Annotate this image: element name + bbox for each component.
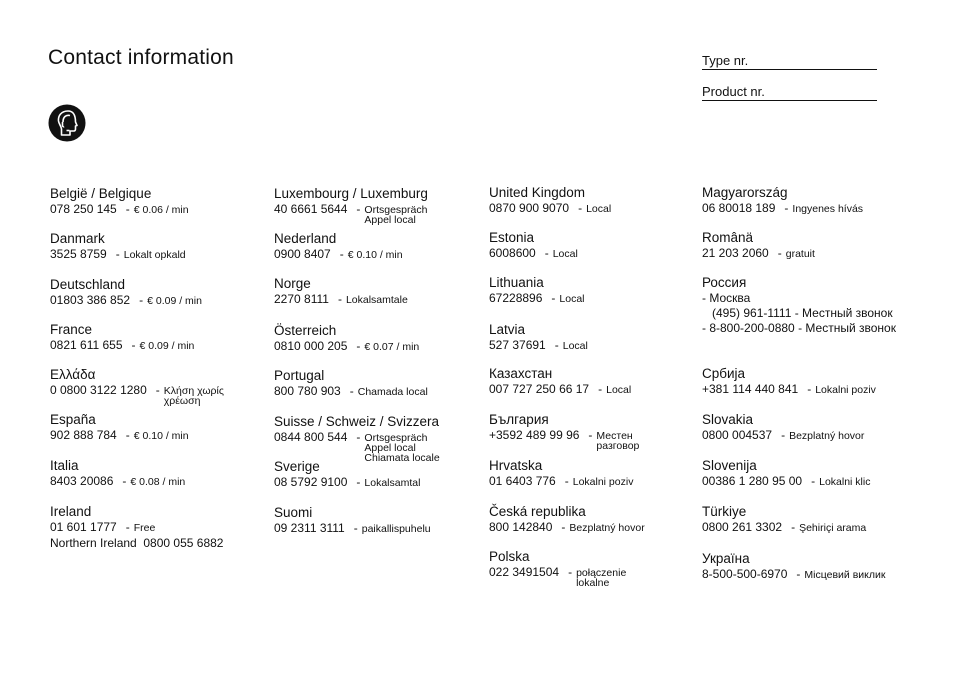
separator-dash: - xyxy=(564,474,569,488)
phone-line xyxy=(50,202,189,217)
phone-line xyxy=(489,474,633,489)
phone-number[interactable]: +3592 489 99 96 xyxy=(489,428,580,442)
country-name: Deutschland xyxy=(50,277,126,292)
separator-dash: - xyxy=(155,383,160,397)
separator-dash: - xyxy=(349,384,354,398)
country-name: Norge xyxy=(274,276,311,291)
separator-dash: - xyxy=(561,520,566,534)
phone-number[interactable]: 3525 8759 xyxy=(50,247,107,261)
country-entry xyxy=(274,367,428,399)
country-entry xyxy=(489,411,639,451)
separator-dash: - xyxy=(791,520,796,534)
phone-number[interactable]: 800 142840 xyxy=(489,520,553,534)
country-entry xyxy=(50,457,185,489)
rate-note: Lokalni poziv xyxy=(815,384,876,396)
country-name: Polska xyxy=(489,549,530,564)
rate-note: Free xyxy=(133,522,156,534)
phone-line xyxy=(489,520,645,535)
phone-line xyxy=(489,565,626,588)
phone-line xyxy=(50,474,185,489)
phone-number[interactable]: 40 6661 5644 xyxy=(274,202,348,216)
phone-line xyxy=(274,521,431,536)
separator-dash: - xyxy=(353,521,358,535)
country-name: Danmark xyxy=(50,231,105,246)
country-entry xyxy=(702,550,885,582)
country-entry xyxy=(489,321,588,353)
country-name: Türkiye xyxy=(702,504,747,519)
country-entry xyxy=(702,411,864,443)
country-name: Казахстан xyxy=(489,366,553,381)
country-name: Hrvatska xyxy=(489,458,543,473)
country-name: United Kingdom xyxy=(489,185,586,200)
phone-number[interactable]: 21 203 2060 xyxy=(702,246,769,260)
country-entry xyxy=(489,229,578,261)
rate-note: Local xyxy=(586,203,612,215)
rate-note: Lokalni poziv xyxy=(572,476,634,488)
country-entry xyxy=(50,503,223,551)
phone-number[interactable]: 8403 20086 xyxy=(50,474,114,488)
country-entry xyxy=(274,458,420,490)
country-name: Україна xyxy=(702,551,750,566)
phone-line xyxy=(489,338,588,353)
phone-line xyxy=(489,382,631,397)
rate-note: Lokalsamtal xyxy=(364,477,421,489)
rate-note: Local xyxy=(606,384,632,396)
separator-dash: - xyxy=(568,565,573,579)
country-entry xyxy=(50,276,202,308)
phone-number[interactable]: 0 0800 3122 1280 xyxy=(50,383,147,397)
separator-dash: - xyxy=(339,247,344,261)
rate-note: Lokalsamtale xyxy=(345,294,408,306)
country-entry xyxy=(489,503,645,535)
rate-note: Lokalni klic xyxy=(819,476,871,488)
country-entry xyxy=(274,413,440,463)
phone-line xyxy=(702,520,866,535)
rate-note: € 0.09 / min xyxy=(139,340,195,352)
phone-number[interactable]: 0800 004537 xyxy=(702,428,773,442)
phone-number[interactable]: 08 5792 9100 xyxy=(274,475,348,489)
country-name: Magyarország xyxy=(702,185,788,200)
phone-number[interactable]: 01 6403 776 xyxy=(489,474,556,488)
phone-line xyxy=(274,339,419,354)
country-name: Slovenija xyxy=(702,458,757,473)
country-entry xyxy=(50,411,189,443)
phone-number[interactable]: 0800 261 3302 xyxy=(702,520,783,534)
phone-number[interactable]: 8-500-500-6970 xyxy=(702,567,788,581)
phone-number[interactable]: 007 727 250 66 17 xyxy=(489,382,590,396)
phone-number[interactable]: 01 601 1777 xyxy=(50,520,117,534)
phone-line xyxy=(274,384,428,399)
rate-note: € 0.10 / min xyxy=(133,430,189,442)
rate-note: € 0.10 / min xyxy=(347,249,403,261)
rate-note: gratuit xyxy=(785,248,815,260)
rate-note: Local xyxy=(559,293,585,305)
phone-line xyxy=(489,246,578,261)
customer-support-icon xyxy=(48,104,86,142)
country-name: Österreich xyxy=(274,323,337,338)
phone-number[interactable]: 6008600 xyxy=(489,246,536,260)
country-entry xyxy=(274,275,408,307)
rate-note: Bezplatný hovor xyxy=(569,522,645,534)
country-name: Latvia xyxy=(489,322,526,337)
separator-dash: - xyxy=(784,201,789,215)
country-name: Slovakia xyxy=(702,412,754,427)
country-entry xyxy=(50,230,186,262)
rate-note: Ingyenes hívás xyxy=(792,203,864,215)
rate-note: € 0.06 / min xyxy=(133,204,189,216)
country-entry xyxy=(702,457,870,489)
country-entry xyxy=(274,504,431,536)
separator-dash: - xyxy=(781,428,786,442)
country-entry xyxy=(489,184,611,216)
phone-line xyxy=(274,475,420,490)
country-entry xyxy=(489,457,633,489)
separator-dash: - xyxy=(551,291,556,305)
rate-note: Bezplatný hovor xyxy=(789,430,865,442)
separator-dash: - xyxy=(337,292,342,306)
separator-dash: - xyxy=(598,382,603,396)
phone-line xyxy=(702,474,870,489)
country-entry xyxy=(489,548,626,588)
phone-line xyxy=(489,428,639,451)
separator-dash: - xyxy=(796,567,801,581)
phone-line xyxy=(50,338,194,353)
rate-note: Local xyxy=(552,248,578,260)
rate-note: Local xyxy=(562,340,588,352)
country-entry xyxy=(702,184,863,216)
country-entry xyxy=(50,185,189,217)
country-name: Ireland xyxy=(50,504,92,519)
separator-dash: - xyxy=(544,246,549,260)
phone-number[interactable]: 800 780 903 xyxy=(274,384,341,398)
country-name: Србија xyxy=(702,366,746,381)
country-name: Nederland xyxy=(274,231,337,246)
phone-line xyxy=(50,383,224,406)
country-name: Sverige xyxy=(274,459,320,474)
country-name: Россия xyxy=(702,275,747,290)
phone-line xyxy=(702,567,885,582)
country-name: Ελλάδα xyxy=(50,367,96,382)
extra-contact-line: Northern Ireland 0800 055 6882 xyxy=(50,536,224,550)
product-number-field[interactable]: Product nr. xyxy=(702,84,877,101)
country-entry xyxy=(274,230,403,262)
separator-dash: - xyxy=(811,474,816,488)
country-entry xyxy=(702,503,866,535)
separator-dash: - xyxy=(588,428,593,442)
separator-dash: - xyxy=(807,382,812,396)
country-name: Suisse / Schweiz / Svizzera xyxy=(274,414,440,429)
phone-number[interactable]: 527 37691 xyxy=(489,338,546,352)
separator-dash: - xyxy=(131,338,136,352)
country-entry xyxy=(50,321,194,353)
phone-number[interactable]: 0900 8407 xyxy=(274,247,331,261)
phone-number[interactable]: 09 2311 3111 xyxy=(274,521,345,535)
extra-contact-line: - Москва xyxy=(702,291,751,305)
phone-number[interactable]: 022 3491504 xyxy=(489,565,560,579)
rate-note: połączenie lokalne xyxy=(576,567,627,589)
country-entry xyxy=(702,229,815,261)
phone-number[interactable]: 0810 000 205 xyxy=(274,339,348,353)
country-name: Românä xyxy=(702,230,754,245)
rate-note: € 0.07 / min xyxy=(364,341,420,353)
rate-note: Місцевий виклик xyxy=(804,569,886,581)
country-name: Italia xyxy=(50,458,79,473)
phone-line xyxy=(274,292,408,307)
phone-number[interactable]: 06 80018 189 xyxy=(702,201,776,215)
extra-contact-line: - 8-800-200-0880 - Местный звонок xyxy=(702,321,896,335)
phone-line xyxy=(489,201,611,216)
type-number-field[interactable]: Type nr. xyxy=(702,53,877,70)
phone-number[interactable]: 00386 1 280 95 00 xyxy=(702,474,803,488)
country-name: Česká republika xyxy=(489,504,586,519)
rate-note: € 0.09 / min xyxy=(147,295,202,307)
separator-dash: - xyxy=(356,475,361,489)
country-name: Portugal xyxy=(274,368,325,383)
separator-dash: - xyxy=(125,428,130,442)
phone-line xyxy=(50,293,202,308)
separator-dash: - xyxy=(777,246,782,260)
phone-line xyxy=(702,246,815,261)
phone-line xyxy=(50,428,189,443)
rate-note: paikallispuhelu xyxy=(361,523,431,535)
phone-line xyxy=(50,520,223,535)
phone-number[interactable]: 0844 800 544 xyxy=(274,430,348,444)
phone-number[interactable]: 078 250 145 xyxy=(50,202,117,216)
phone-line xyxy=(702,201,863,216)
page-title: Contact information xyxy=(48,46,234,69)
separator-dash: - xyxy=(115,247,120,261)
country-entry xyxy=(50,366,224,406)
country-name: België / Belgique xyxy=(50,186,152,201)
rate-note: Κλήση χωρίς χρέωση xyxy=(163,385,224,407)
phone-line xyxy=(274,202,428,225)
phone-number[interactable]: 67228896 xyxy=(489,291,543,305)
country-name: Estonia xyxy=(489,230,535,245)
separator-dash: - xyxy=(356,202,361,216)
rate-note: € 0.08 / min xyxy=(130,476,186,488)
country-name: España xyxy=(50,412,96,427)
phone-number[interactable]: 0821 611 655 xyxy=(50,338,123,352)
separator-dash: - xyxy=(554,338,559,352)
phone-number[interactable]: 01803 386 852 xyxy=(50,293,131,307)
country-entry xyxy=(274,185,428,225)
separator-dash: - xyxy=(125,520,130,534)
country-name: Luxembourg / Luxemburg xyxy=(274,186,428,201)
separator-dash: - xyxy=(125,202,130,216)
phone-number[interactable]: 902 888 784 xyxy=(50,428,117,442)
country-entry xyxy=(274,322,419,354)
separator-dash: - xyxy=(356,339,361,353)
phone-line xyxy=(702,428,864,443)
rate-note: Şehiriçi arama xyxy=(799,522,867,534)
country-name: Lithuania xyxy=(489,275,544,290)
separator-dash: - xyxy=(139,293,144,307)
phone-number[interactable]: 0870 900 9070 xyxy=(489,201,570,215)
country-entry xyxy=(702,365,876,397)
rate-note: Ortsgespräch Appel local xyxy=(364,204,428,226)
country-entry xyxy=(489,365,631,397)
country-name: България xyxy=(489,412,549,427)
extra-contact-line: (495) 961-1111 - Местный звонок xyxy=(712,306,893,320)
rate-note: Местен разговор xyxy=(596,430,640,452)
country-entry xyxy=(702,274,896,336)
phone-number[interactable]: +381 114 440 841 xyxy=(702,382,799,396)
phone-number[interactable]: 2270 8111 xyxy=(274,292,329,306)
country-name: Suomi xyxy=(274,505,313,520)
phone-line xyxy=(274,247,403,262)
phone-line xyxy=(702,382,876,397)
rate-note: Lokalt opkald xyxy=(123,249,186,261)
separator-dash: - xyxy=(578,201,583,215)
separator-dash: - xyxy=(356,430,361,444)
separator-dash: - xyxy=(122,474,127,488)
rate-note: Ortsgespräch Appel local Chiamata locale xyxy=(364,432,440,464)
country-name: France xyxy=(50,322,93,337)
country-entry xyxy=(489,274,585,306)
phone-line xyxy=(50,247,186,262)
phone-line xyxy=(489,291,585,306)
rate-note: Chamada local xyxy=(357,386,428,398)
